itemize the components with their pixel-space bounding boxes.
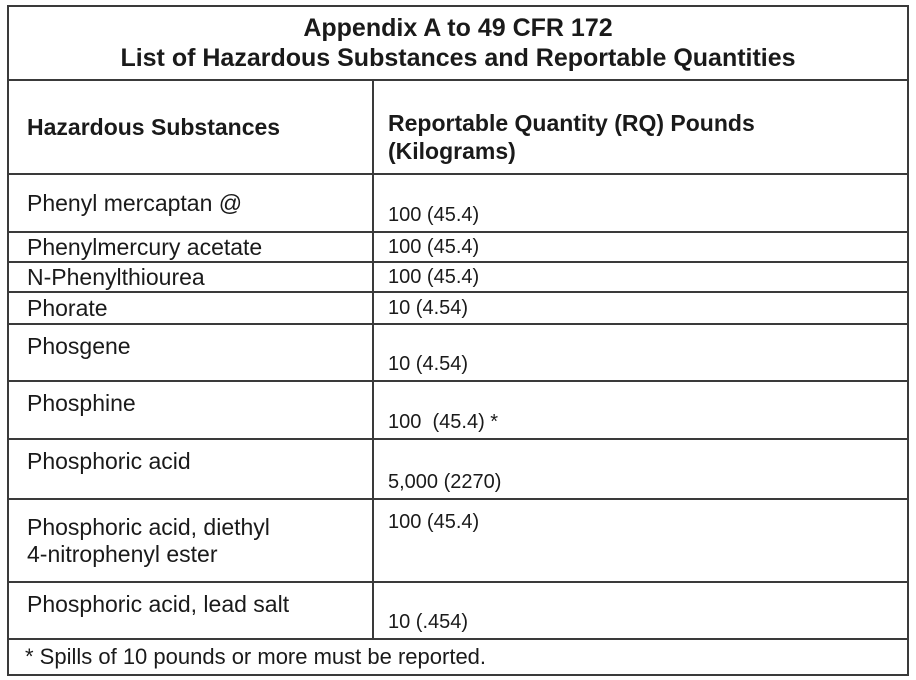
table-title [8,6,908,80]
title-row [8,6,908,80]
footnote-row [8,639,908,675]
substance-name: Phenyl mercaptan @ [8,174,373,232]
reportable-quantity: 100 (45.4) [373,232,908,262]
substance-name: Phosphoric acid [8,439,373,499]
substance-name: N-Phenylthiourea [8,262,373,292]
substance-name-line-1: Phosphoric acid, diethyl [27,513,270,540]
table-row [8,292,908,324]
table-row [8,582,908,639]
table-row [8,439,908,499]
table-row [8,262,908,292]
title-line-2: List of Hazardous Substances and Reportable Quantities [120,44,796,72]
table-row [8,174,908,232]
header-rq-line-1: Reportable Quantity (RQ) Pounds [388,110,755,136]
substance-name: Phenylmercury acetate [8,232,373,262]
substance-name: Phosphine [8,381,373,439]
reportable-quantity: 10 (4.54) [373,292,908,324]
substance-name: Phosphoric acid, lead salt [8,582,373,639]
header-hazardous-substances: Hazardous Substances [8,80,373,174]
table-row [8,499,908,582]
reportable-quantity: 100 (45.4) [373,499,908,582]
substance-name: Phosgene [8,324,373,381]
table-row [8,232,908,262]
header-row [8,80,908,174]
header-reportable-quantity [373,80,908,174]
substance-name-line-2: 4-nitrophenyl ester [27,540,218,567]
title-line-1: Appendix A to 49 CFR 172 [303,14,613,42]
reportable-quantity: 5,000 (2270) [373,439,908,499]
reportable-quantity: 10 (.454) [373,582,908,639]
table-row [8,324,908,381]
footnote: * Spills of 10 pounds or more must be reported. [8,639,908,675]
reportable-quantity: 10 (4.54) [373,324,908,381]
substance-name: Phorate [8,292,373,324]
reportable-quantity: 100 (45.4) * [373,381,908,439]
hazardous-substances-table [7,5,909,676]
header-rq-line-2: (Kilograms) [388,138,516,164]
reportable-quantity: 100 (45.4) [373,262,908,292]
substance-name [8,499,373,582]
reportable-quantity: 100 (45.4) [373,174,908,232]
table-row [8,381,908,439]
